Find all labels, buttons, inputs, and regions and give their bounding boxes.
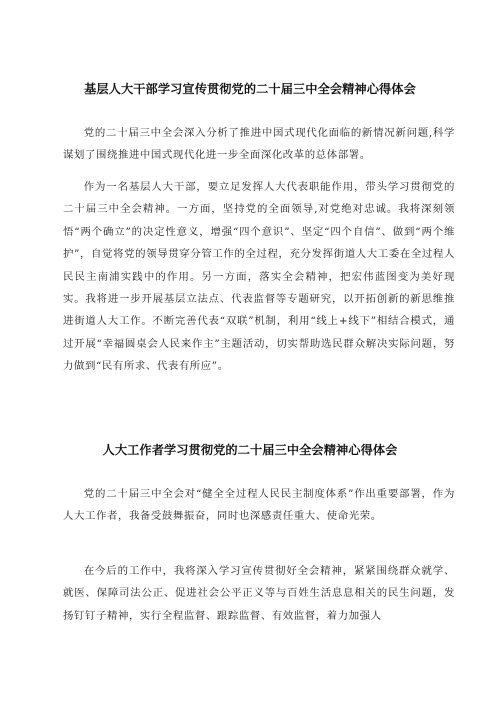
body-paragraph: 在今后的工作中，我将深入学习宣传贯彻好全会精神，紧紧围绕群众就学、就医、保障司法公正、促进社会公平正义等与百姓生活息息相关的民生问题，发扬钉钉子精神，实行全程监督、跟踪监督、有效监督，着力加强人 — [63, 565, 455, 622]
body-paragraph: 党的二十届三中全会深入分析了推进中国式现代化面临的新情况新问题,科学谋划了围绕推进中国式现代化进一步全面深化改革的总体部署。 — [63, 127, 455, 162]
body-paragraph: 党的二十届三中全会对“健全全过程人民民主制度体系”作出重要部署，作为人大工作者，我备受鼓舞振奋，同时也深感责任重大、使命光荣。 — [63, 488, 455, 523]
section-title: 基层人大干部学习宣传贯彻党的二十届三中全会精神心得体会 — [84, 82, 416, 96]
section-title: 人大工作者学习贯彻党的二十届三中全会精神心得体会 — [102, 443, 398, 457]
body-paragraph: 作为一名基层人大干部，要立足发挥人大代表职能作用，带头学习贯彻党的二十届三中全会精神。一方面，坚持党的全面领导,对党绝对忠诚。我将深刻领悟“两个确立”的决定性意义，增强“四个意识”、坚定“四个自信”、做到“两个维护”，自觉将党的领导贯穿分管工作的全过程，充分发挥街道人大工委在全过程人民民主南浦实践中的作用。另一方面，落实全会精神，把宏伟蓝图变为美好现实。我将进一步开展基层立法点、代表监督等专题研究，以开拓创新的新思维推进街道人大工作。不断完善代表“双联”机制，利用“线上+线下”相结合模式，通过开展“幸福圆桌会人民来作主”主题活动，切实帮助选民群众解决实际问题，努力做到“民有所求、代表有所应”。 — [63, 181, 455, 373]
